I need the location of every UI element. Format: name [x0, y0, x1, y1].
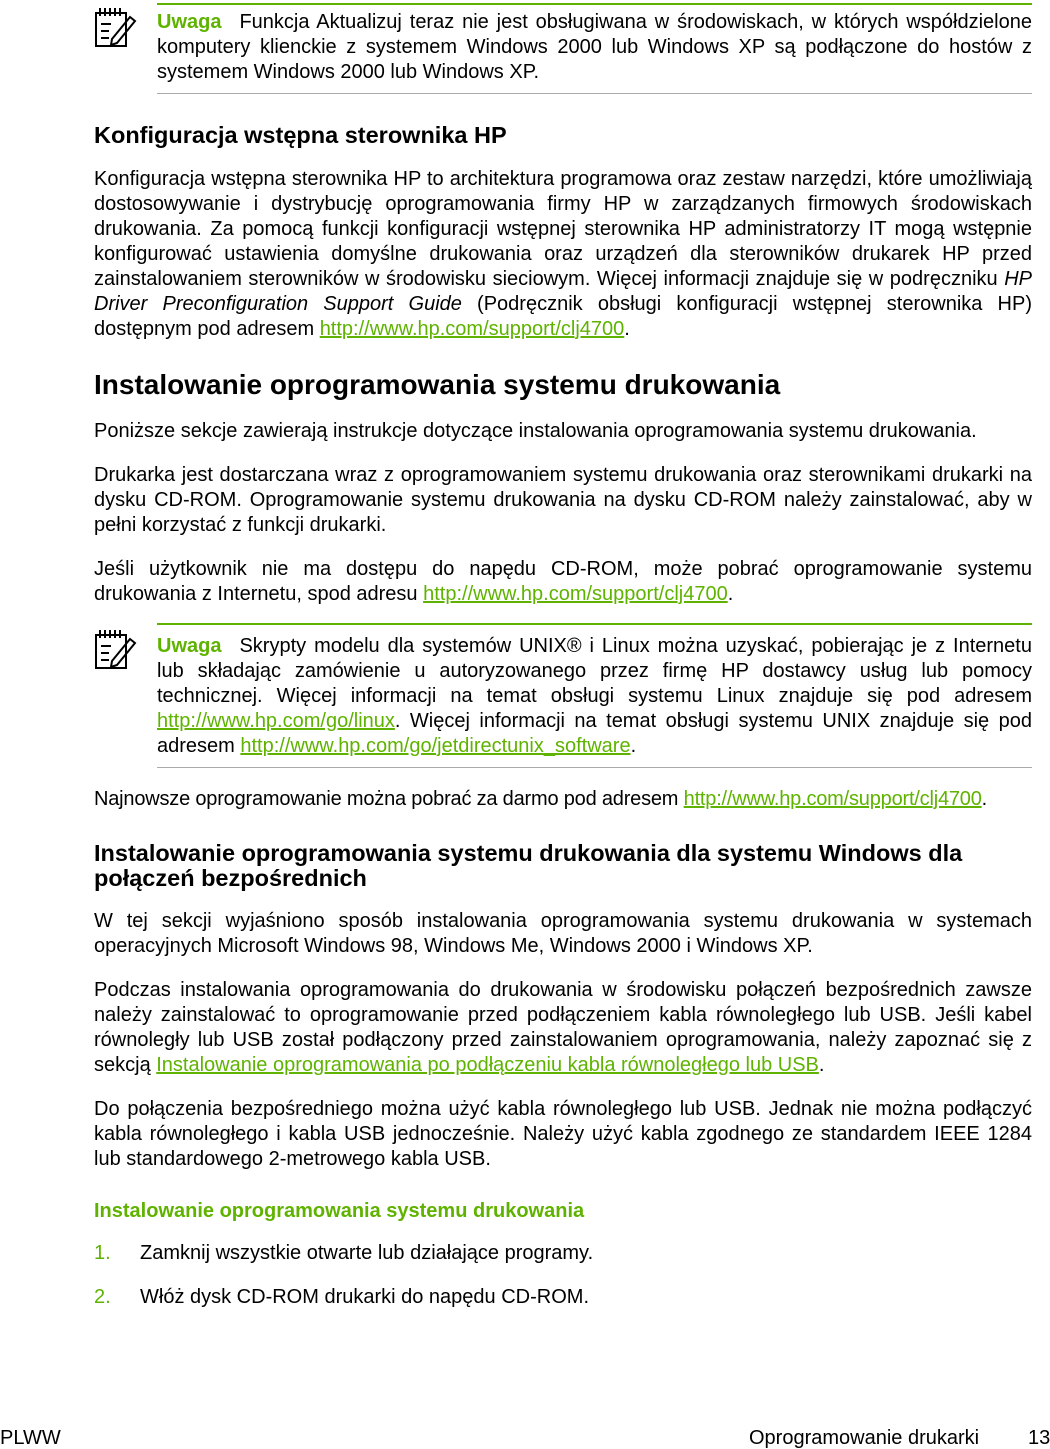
note-rule-bottom	[157, 767, 1032, 768]
paragraph: Poniższe sekcje zawierają instrukcje dotyczące instalowania oprogramowania systemu drukowania.	[94, 420, 977, 442]
paragraph: Drukarka jest dostarczana wraz z oprogramowaniem systemu drukowania oraz sterownikami drukarki na dysku CD-ROM. Oprogramowanie systemu drukowania na dysku CD-ROM należy zainstalować, aby w pełni korzystać z funkcji drukarki.	[94, 464, 1032, 536]
text: Konfiguracja wstępna sterownika HP to architektura programowa oraz zestaw narzędzi, które umożliwiają dostosowywanie i dystrybucję oprogramowania firmy HP w zarządzanych firmowych środowiskach drukowania. Za pomocą funkcji konfiguracji wstępnej sterownika HP administratorzy IT mogą wstępnie konfigurować ustawienia domyślne drukowania oraz urządzeń dla sterowników drukarek HP przed zainstalowaniem sterowników w środowisku sieciowym. Więcej informacji znajduje się w podręczniku	[94, 168, 1032, 290]
support-link[interactable]: http://www.hp.com/support/clj4700	[423, 583, 728, 605]
text: Najnowsze oprogramowanie można pobrać za darmo pod adresem	[94, 788, 684, 810]
paragraph: Do połączenia bezpośredniego można użyć kabla równoległego lub USB. Jednak nie można podłączyć kabla równoległego i kabla USB jednocześnie. Należy użyć kabla zgodnego ze standardem IEEE 1284 lub standardowego 2-metrowego kabla USB.	[94, 1098, 1032, 1170]
note-pencil-icon	[94, 627, 138, 671]
paragraph: W tej sekcji wyjaśniono sposób instalowania oprogramowania systemu drukowania w systemach operacyjnych Microsoft Windows 98, Windows Me, Windows 2000 i Windows XP.	[94, 910, 1032, 957]
step-text: Włóż dysk CD-ROM drukarki do napędu CD-ROM.	[140, 1286, 589, 1308]
support-link[interactable]: http://www.hp.com/support/clj4700	[683, 788, 982, 810]
text: .	[727, 583, 734, 605]
note-text: Funkcja Aktualizuj teraz nie jest obsługiwana w środowiskach, w których współdzielone komputery klienckie z systemem Windows 2000 lub Windows XP są podłączone do hostów z systemem Windows 2000 lub Windows XP.	[157, 11, 1032, 83]
page-number: 13	[1028, 1427, 1050, 1449]
paragraph	[94, 167, 1032, 342]
footer-section: Oprogramowanie drukarki	[749, 1427, 980, 1449]
paragraph	[94, 787, 1032, 812]
note-rule-top	[157, 623, 1032, 625]
linux-link[interactable]: http://www.hp.com/go/linux	[157, 710, 395, 732]
note-text: .	[630, 735, 637, 757]
paragraph	[94, 978, 1032, 1078]
section-heading: Instalowanie oprogramowania systemu drukowania dla systemu Windows dla połączeń bezpośrednich	[94, 840, 963, 891]
note-text: . Więcej informacji na temat obsługi systemu UNIX znajduje się pod adresem	[157, 710, 1032, 757]
support-link[interactable]: http://www.hp.com/support/clj4700	[319, 318, 625, 340]
text: .	[981, 788, 987, 810]
step-text: Zamknij wszystkie otwarte lub działające programy.	[140, 1242, 594, 1264]
step-number: 2.	[94, 1286, 111, 1308]
section-link[interactable]: Instalowanie oprogramowania po podłączeniu kabla równoległego lub USB	[156, 1054, 819, 1076]
note-box	[94, 623, 1032, 769]
note-pencil-icon	[94, 5, 138, 49]
note-text: Skrypty modelu dla systemów UNIX® i Linux można uzyskać, pobierając je z Internetu lub składając zamówienie u autoryzowanego przez firmę HP dostawcy usług lub pomocy technicznej. Więcej informacji na temat obsługi systemu Linux znajduje się pod adresem	[157, 635, 1032, 707]
text: .	[624, 318, 630, 340]
footer-left: PLWW	[0, 1427, 61, 1449]
note-label: Uwaga	[157, 11, 222, 33]
guide-title: HP Driver Preconfiguration Support Guide	[94, 268, 1032, 315]
subheading: Instalowanie oprogramowania systemu drukowania	[94, 1200, 585, 1222]
section-heading: Konfiguracja wstępna sterownika HP	[94, 122, 507, 148]
step-number: 1.	[94, 1242, 111, 1264]
note-box	[94, 3, 1032, 95]
text: (Podręcznik obsługi konfiguracji wstępnej sterownika HP) dostępnym pod adresem	[94, 293, 1032, 340]
text: Jeśli użytkownik nie ma dostępu do napędu CD-ROM, może pobrać oprogramowanie systemu drukowania z Internetu, spod adresu	[94, 558, 1032, 605]
unix-link[interactable]: http://www.hp.com/go/jetdirectunix_software	[240, 735, 631, 757]
note-rule-top	[157, 3, 1032, 5]
note-rule-bottom	[157, 93, 1032, 94]
note-label: Uwaga	[157, 635, 222, 657]
text: .	[818, 1054, 825, 1076]
text: Podczas instalowania oprogramowania do drukowania w środowisku połączeń bezpośrednich zawsze należy zainstalować to oprogramowanie przed podłączeniem kabla równoległego lub USB. Jeśli kabel równoległy lub USB został podłączony przed zainstalowaniem oprogramowania, należy zapoznać się z sekcją	[94, 979, 1032, 1076]
chapter-heading: Instalowanie oprogramowania systemu drukowania	[94, 369, 781, 400]
paragraph	[94, 557, 1032, 607]
